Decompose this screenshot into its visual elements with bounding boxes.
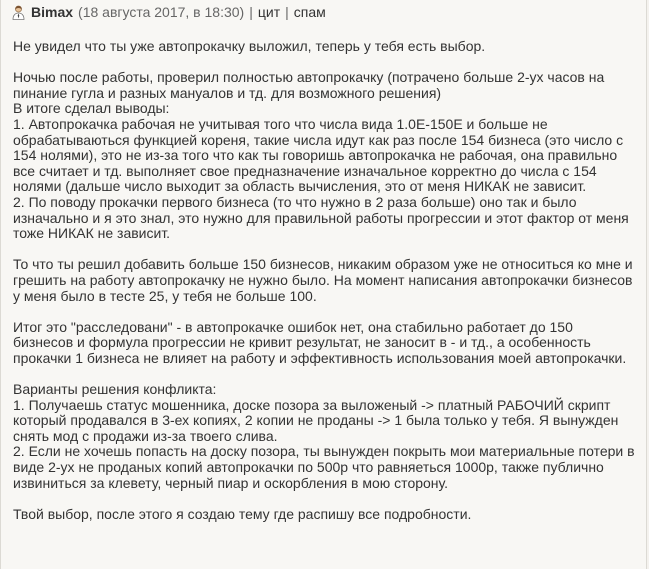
comment-body xyxy=(13,39,641,538)
user-avatar-icon xyxy=(12,5,25,20)
comment-date: (18 августа 2017, в 18:30) xyxy=(78,4,245,20)
comment-paragraph: Варианты решения конфликта: 1. Получаешь статус мошенника, доске позора за выложеный -> платный РАБОЧИЙ скрипт который продавался в 3-ех копиях, 2 копии не проданы -> 1 была только у тебя. Я вынужден снять мод с продажи из-за твоего слива. 2. Если не хочешь попасть на доску позора, ты вынужден покрыть мои материальные потери в виде 2-ух не проданых копий автопрокачки по 500р что равняеться 1000р, также публично извиниться за клевету, черный пиар и оскорбления в мою сторону. xyxy=(13,381,635,491)
comment-paragraph: То что ты решил добавить больше 150 бизнесов, никаким образом уже не относиться ко мне и грешить на работу автопрокачку не нужно было. На момент написания автопрокачки бизнесов у меня было в тесте 25, у тебя не больше 100. xyxy=(13,256,633,304)
comment-paragraph: Ночью после работы, проверил полностью автопрокачку (потрачено больше 2-ух часов на пинание гугла и разных мануалов и тд. для возможного решения) В итоге сделал выводы: 1. Автопрокачка рабочая не учитывая того что числа вида 1.0E-150E и больше не обрабатываються функцией кореня, такие числа идут как раз после 154 бизнеса (это число с 154 нолями), это не из-за того что как ты говоришь автопрокачка не рабочая, она правильно все считает и тд. выполняет свое предназначение изначальное корректно до числа с 154 нолями (дальше число выходит за область вычисления, это от меня НИКАК не зависит. 2. По поводу прокачки первого бизнеса (то что нужно в 2 раза больше) оно так и было изначально и я это знал, это нужно для правильной работы прогрессии и этот фактор от меня тоже НИКАК не зависит. xyxy=(13,69,629,242)
separator: | xyxy=(249,4,253,20)
comment-paragraph: Итог это "расследовани" - в автопрокачке ошибок нет, она стабильно работает до 150 бизнесов и формула прогрессии не кривит результат, не заносит в - и тд., а особенность прокачки 1 бизнеса не влияет на работу и эффективность использования моей автопрокачки. xyxy=(13,318,627,366)
spam-link[interactable]: спам xyxy=(293,4,326,20)
separator: | xyxy=(285,4,289,20)
comment-paragraph: Не увидел что ты уже автопрокачку выложил, теперь у тебя есть выбор. xyxy=(13,38,486,54)
quote-link[interactable]: цит xyxy=(257,4,281,20)
comment-paragraph: Твой выбор, после этого я создаю тему где распишу все подробности. xyxy=(13,505,472,522)
author-link[interactable]: Bimax xyxy=(31,4,74,20)
comment-header xyxy=(12,3,326,21)
